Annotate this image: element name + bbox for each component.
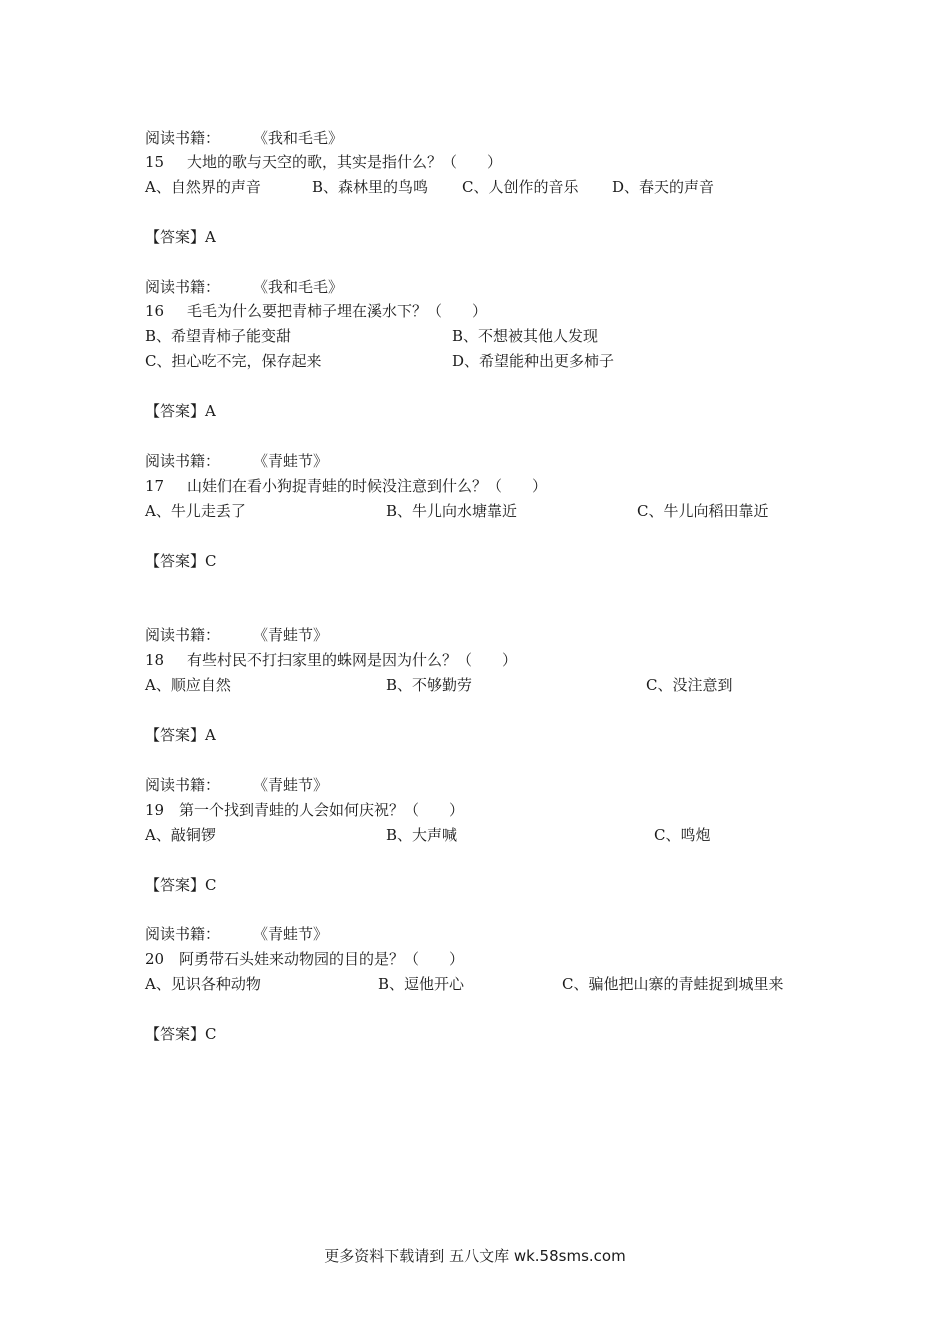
option: A、见识各种动物 [145, 975, 261, 993]
option: B、不想被其他人发现 [452, 327, 599, 345]
answer: 【答案】A [145, 726, 216, 744]
option: C、人创作的音乐 [462, 178, 579, 196]
question-number: 17 [145, 477, 165, 495]
question-text: 有些村民不打扫家里的蛛网是因为什么？（ ） [187, 651, 518, 669]
footer-link[interactable]: 更多资料下载请到 五八文库 wk.58sms.com [324, 1247, 626, 1265]
book-label: 阅读书籍： [145, 925, 221, 943]
book-title: 《青蛙节》 [253, 776, 329, 794]
question-text: 第一个找到青蛙的人会如何庆祝？（ ） [179, 801, 465, 819]
book-line [145, 624, 328, 646]
book-line [145, 450, 328, 472]
question-line [145, 151, 502, 173]
option: B、森林里的鸟鸣 [312, 178, 429, 196]
book-line [145, 923, 328, 945]
book-label: 阅读书籍： [145, 278, 221, 296]
question-text: 山娃们在看小狗捉青蛙的时候没注意到什么？（ ） [187, 477, 548, 495]
book-label: 阅读书籍： [145, 129, 221, 147]
question-line [145, 948, 464, 970]
question-line [145, 649, 517, 671]
answer: 【答案】C [145, 876, 217, 894]
book-line [145, 774, 328, 796]
answer: 【答案】C [145, 552, 217, 570]
question-line [145, 300, 487, 322]
question-number: 19 [145, 801, 165, 819]
book-line [145, 127, 343, 149]
book-title: 《我和毛毛》 [253, 278, 344, 296]
option: A、自然界的声音 [145, 178, 261, 196]
option: A、敲铜锣 [145, 826, 216, 844]
question-text: 毛毛为什么要把青柿子埋在溪水下？（ ） [187, 302, 488, 320]
book-title: 《我和毛毛》 [253, 129, 344, 147]
option: B、不够勤劳 [386, 676, 473, 694]
book-line [145, 276, 343, 298]
option: A、顺应自然 [145, 676, 231, 694]
option: C、牛儿向稻田靠近 [637, 502, 769, 520]
book-title: 《青蛙节》 [253, 452, 329, 470]
book-title: 《青蛙节》 [253, 925, 329, 943]
question-text: 大地的歌与天空的歌，其实是指什么？（ ） [187, 153, 503, 171]
question-number: 16 [145, 302, 165, 320]
book-label: 阅读书籍： [145, 626, 221, 644]
book-label: 阅读书籍： [145, 776, 221, 794]
question-line [145, 475, 547, 497]
option: D、希望能种出更多柿子 [452, 352, 615, 370]
question-number: 20 [145, 950, 165, 968]
question-text: 阿勇带石头娃来动物园的目的是？（ ） [179, 950, 465, 968]
option: D、春天的声音 [612, 178, 715, 196]
question-line [145, 799, 464, 821]
option: B、大声喊 [386, 826, 458, 844]
book-label: 阅读书籍： [145, 452, 221, 470]
book-title: 《青蛙节》 [253, 626, 329, 644]
option: B、逗他开心 [378, 975, 465, 993]
question-number: 15 [145, 153, 165, 171]
answer: 【答案】A [145, 402, 216, 420]
question-number: 18 [145, 651, 165, 669]
option: C、鸣炮 [654, 826, 711, 844]
option: B、牛儿向水塘靠近 [386, 502, 518, 520]
option: C、担心吃不完，保存起来 [145, 352, 322, 370]
option: C、骗他把山寨的青蛙捉到城里来 [562, 975, 784, 993]
answer: 【答案】C [145, 1025, 217, 1043]
option: C、没注意到 [646, 676, 733, 694]
option: A、牛儿走丢了 [145, 502, 246, 520]
answer: 【答案】A [145, 228, 216, 246]
option: B、希望青柿子能变甜 [145, 327, 292, 345]
